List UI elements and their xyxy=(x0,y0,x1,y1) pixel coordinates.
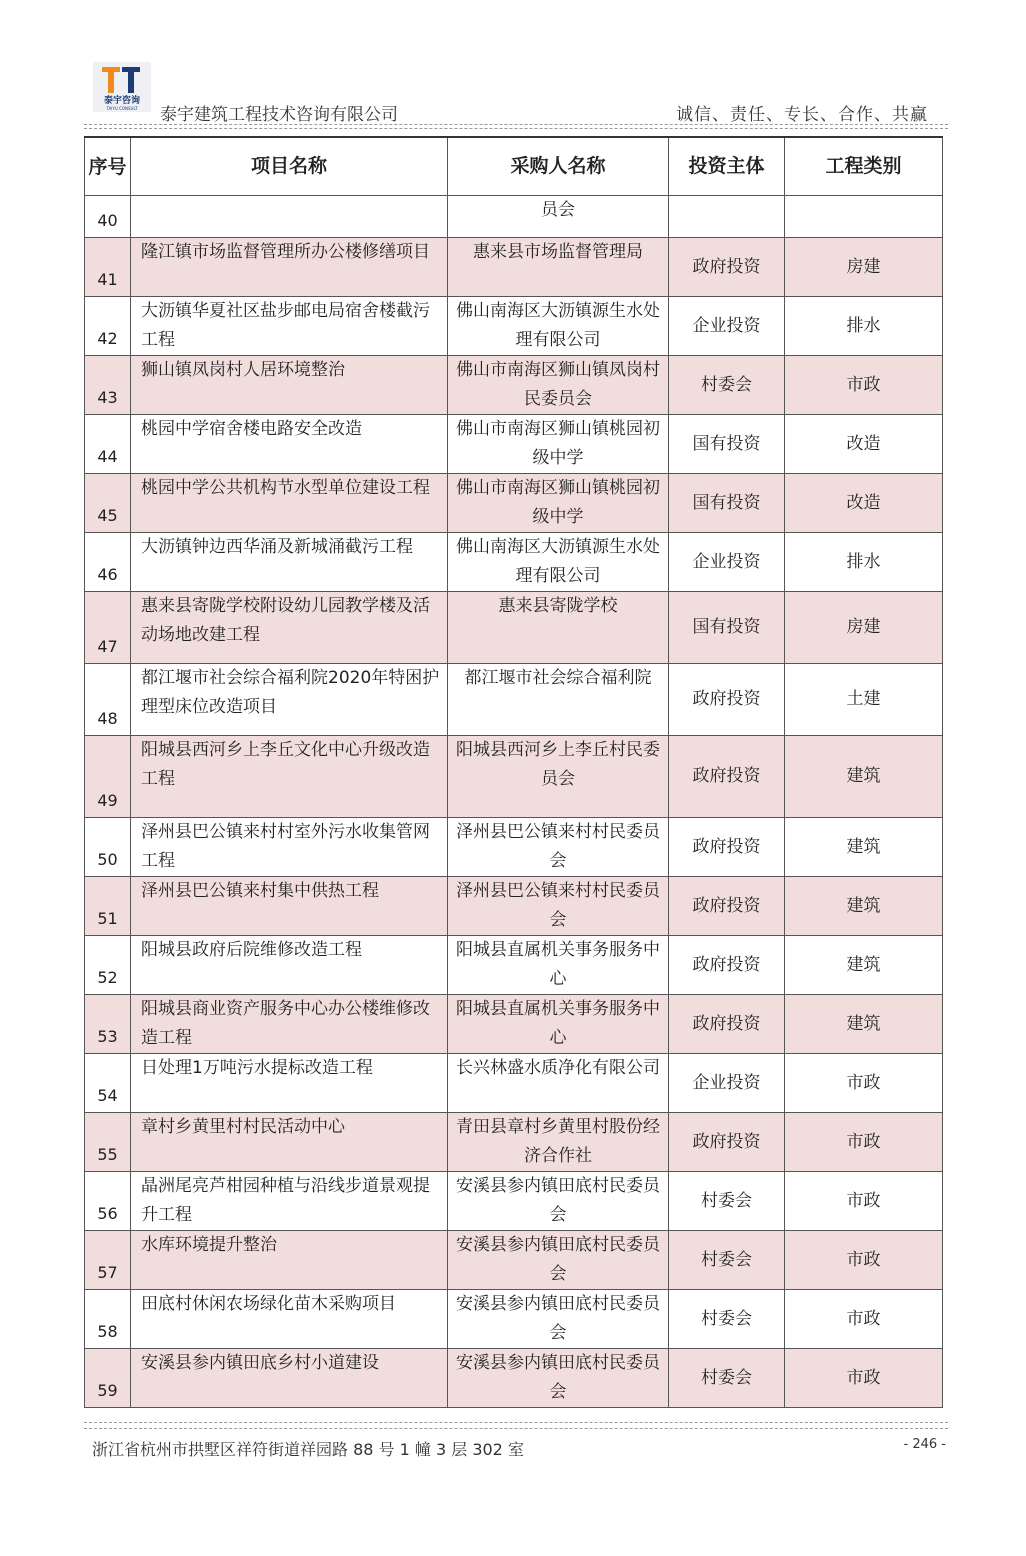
cell-no: 55 xyxy=(85,1113,131,1172)
cell-no: 46 xyxy=(85,533,131,592)
cell-investor: 国有投资 xyxy=(669,474,785,533)
cell-project: 隆江镇市场监督管理所办公楼修缮项目 xyxy=(131,238,448,297)
cell-project xyxy=(131,196,448,238)
cell-no: 44 xyxy=(85,415,131,474)
cell-category: 房建 xyxy=(785,238,943,297)
cell-no: 58 xyxy=(85,1290,131,1349)
cell-no: 48 xyxy=(85,664,131,736)
table-row xyxy=(85,356,943,415)
cell-project: 大沥镇华夏社区盐步邮电局宿舍楼截污工程 xyxy=(131,297,448,356)
cell-category: 改造 xyxy=(785,415,943,474)
table-row xyxy=(85,415,943,474)
cell-buyer: 泽州县巴公镇来村村民委员会 xyxy=(448,877,669,936)
cell-no: 43 xyxy=(85,356,131,415)
footer-divider xyxy=(84,1422,948,1429)
cell-category: 市政 xyxy=(785,1054,943,1113)
slogan: 诚信、责任、专长、合作、共赢 xyxy=(676,105,928,125)
table-row xyxy=(85,1349,943,1408)
cell-category: 建筑 xyxy=(785,936,943,995)
col-header-buyer: 采购人名称 xyxy=(448,137,669,196)
cell-category: 市政 xyxy=(785,1113,943,1172)
cell-investor: 政府投资 xyxy=(669,238,785,297)
cell-no: 50 xyxy=(85,818,131,877)
cell-buyer: 员会 xyxy=(448,196,669,238)
cell-buyer: 佛山南海区大沥镇源生水处理有限公司 xyxy=(448,297,669,356)
table-row xyxy=(85,936,943,995)
cell-category: 土建 xyxy=(785,664,943,736)
table-row xyxy=(85,533,943,592)
cell-no: 47 xyxy=(85,592,131,664)
cell-investor: 政府投资 xyxy=(669,664,785,736)
cell-no: 40 xyxy=(85,196,131,238)
cell-project: 大沥镇钟边西华涌及新城涌截污工程 xyxy=(131,533,448,592)
cell-project: 章村乡黄里村村民活动中心 xyxy=(131,1113,448,1172)
cell-no: 57 xyxy=(85,1231,131,1290)
cell-buyer: 阳城县直属机关事务服务中心 xyxy=(448,995,669,1054)
cell-buyer: 惠来县市场监督管理局 xyxy=(448,238,669,297)
cell-category: 排水 xyxy=(785,297,943,356)
company-name: 泰宇建筑工程技术咨询有限公司 xyxy=(160,105,398,125)
cell-project: 阳城县西河乡上李丘文化中心升级改造工程 xyxy=(131,736,448,818)
cell-investor: 国有投资 xyxy=(669,592,785,664)
cell-investor: 政府投资 xyxy=(669,1113,785,1172)
table-row xyxy=(85,736,943,818)
table-row xyxy=(85,474,943,533)
cell-investor: 村委会 xyxy=(669,1172,785,1231)
cell-category: 建筑 xyxy=(785,877,943,936)
table-row xyxy=(85,1290,943,1349)
cell-project: 晶洲尾亮芦柑园种植与沿线步道景观提升工程 xyxy=(131,1172,448,1231)
cell-category: 市政 xyxy=(785,1290,943,1349)
cell-category: 建筑 xyxy=(785,736,943,818)
header-divider xyxy=(84,124,948,125)
cell-category: 房建 xyxy=(785,592,943,664)
cell-no: 49 xyxy=(85,736,131,818)
logo-text: 泰宇咨询 xyxy=(103,96,141,106)
table-row xyxy=(85,592,943,664)
cell-project: 阳城县商业资产服务中心办公楼维修改造工程 xyxy=(131,995,448,1054)
cell-project: 桃园中学公共机构节水型单位建设工程 xyxy=(131,474,448,533)
cell-project: 田底村休闲农场绿化苗木采购项目 xyxy=(131,1290,448,1349)
table-row xyxy=(85,1113,943,1172)
cell-buyer: 青田县章村乡黄里村股份经济合作社 xyxy=(448,1113,669,1172)
table-header-row xyxy=(85,137,943,196)
col-header-seq: 序号 xyxy=(85,137,131,196)
col-header-category: 工程类别 xyxy=(785,137,943,196)
cell-project: 安溪县参内镇田底乡村小道建设 xyxy=(131,1349,448,1408)
cell-project: 狮山镇凤岗村人居环境整治 xyxy=(131,356,448,415)
table-row xyxy=(85,196,943,238)
table-row xyxy=(85,818,943,877)
cell-buyer: 安溪县参内镇田底村民委员会 xyxy=(448,1349,669,1408)
project-table xyxy=(84,136,943,1408)
logo-mark-icon xyxy=(93,62,151,112)
cell-buyer: 长兴林盛水质净化有限公司 xyxy=(448,1054,669,1113)
logo-subtext: TAIYU CONSULT xyxy=(106,106,138,111)
table-row xyxy=(85,238,943,297)
cell-investor: 村委会 xyxy=(669,1231,785,1290)
cell-buyer: 安溪县参内镇田底村民委员会 xyxy=(448,1290,669,1349)
header-divider-2 xyxy=(84,128,948,129)
cell-project: 日处理1万吨污水提标改造工程 xyxy=(131,1054,448,1113)
cell-no: 45 xyxy=(85,474,131,533)
cell-project: 惠来县寄陇学校附设幼儿园教学楼及活动场地改建工程 xyxy=(131,592,448,664)
table-row xyxy=(85,1054,943,1113)
page-number: - 246 - xyxy=(903,1437,946,1452)
cell-buyer: 佛山南海区大沥镇源生水处理有限公司 xyxy=(448,533,669,592)
cell-category: 市政 xyxy=(785,356,943,415)
cell-project: 水库环境提升整治 xyxy=(131,1231,448,1290)
col-header-project: 项目名称 xyxy=(131,137,448,196)
cell-no: 59 xyxy=(85,1349,131,1408)
cell-investor: 政府投资 xyxy=(669,995,785,1054)
cell-buyer: 阳城县西河乡上李丘村民委员会 xyxy=(448,736,669,818)
cell-investor: 政府投资 xyxy=(669,877,785,936)
cell-investor: 政府投资 xyxy=(669,936,785,995)
table-body xyxy=(85,196,943,1408)
cell-buyer: 佛山市南海区狮山镇桃园初级中学 xyxy=(448,474,669,533)
cell-project: 都江堰市社会综合福利院2020年特困护理型床位改造项目 xyxy=(131,664,448,736)
table-row xyxy=(85,297,943,356)
cell-category: 市政 xyxy=(785,1172,943,1231)
cell-investor: 村委会 xyxy=(669,1290,785,1349)
cell-no: 41 xyxy=(85,238,131,297)
table-row xyxy=(85,1172,943,1231)
company-logo xyxy=(93,62,151,112)
cell-investor xyxy=(669,196,785,238)
cell-project: 泽州县巴公镇来村村室外污水收集管网工程 xyxy=(131,818,448,877)
cell-buyer: 安溪县参内镇田底村民委员会 xyxy=(448,1172,669,1231)
cell-investor: 村委会 xyxy=(669,356,785,415)
cell-investor: 政府投资 xyxy=(669,736,785,818)
cell-no: 54 xyxy=(85,1054,131,1113)
cell-no: 42 xyxy=(85,297,131,356)
cell-no: 51 xyxy=(85,877,131,936)
cell-buyer: 安溪县参内镇田底村民委员会 xyxy=(448,1231,669,1290)
table-row xyxy=(85,664,943,736)
cell-no: 56 xyxy=(85,1172,131,1231)
cell-buyer: 佛山市南海区狮山镇凤岗村民委员会 xyxy=(448,356,669,415)
cell-category: 市政 xyxy=(785,1231,943,1290)
cell-buyer: 惠来县寄陇学校 xyxy=(448,592,669,664)
table-row xyxy=(85,995,943,1054)
cell-category xyxy=(785,196,943,238)
cell-investor: 企业投资 xyxy=(669,533,785,592)
cell-buyer: 阳城县直属机关事务服务中心 xyxy=(448,936,669,995)
cell-category: 排水 xyxy=(785,533,943,592)
table-row xyxy=(85,877,943,936)
cell-no: 52 xyxy=(85,936,131,995)
cell-buyer: 泽州县巴公镇来村村民委员会 xyxy=(448,818,669,877)
footer-address: 浙江省杭州市拱墅区祥符街道祥园路 88 号 1 幢 3 层 302 室 xyxy=(92,1440,524,1459)
cell-buyer: 都江堰市社会综合福利院 xyxy=(448,664,669,736)
cell-investor: 企业投资 xyxy=(669,1054,785,1113)
cell-investor: 政府投资 xyxy=(669,818,785,877)
cell-category: 市政 xyxy=(785,1349,943,1408)
col-header-investor: 投资主体 xyxy=(669,137,785,196)
cell-project: 阳城县政府后院维修改造工程 xyxy=(131,936,448,995)
cell-investor: 村委会 xyxy=(669,1349,785,1408)
cell-category: 建筑 xyxy=(785,818,943,877)
cell-project: 桃园中学宿舍楼电路安全改造 xyxy=(131,415,448,474)
cell-investor: 企业投资 xyxy=(669,297,785,356)
cell-buyer: 佛山市南海区狮山镇桃园初级中学 xyxy=(448,415,669,474)
cell-category: 建筑 xyxy=(785,995,943,1054)
cell-category: 改造 xyxy=(785,474,943,533)
cell-investor: 国有投资 xyxy=(669,415,785,474)
table-row xyxy=(85,1231,943,1290)
cell-project: 泽州县巴公镇来村集中供热工程 xyxy=(131,877,448,936)
cell-no: 53 xyxy=(85,995,131,1054)
